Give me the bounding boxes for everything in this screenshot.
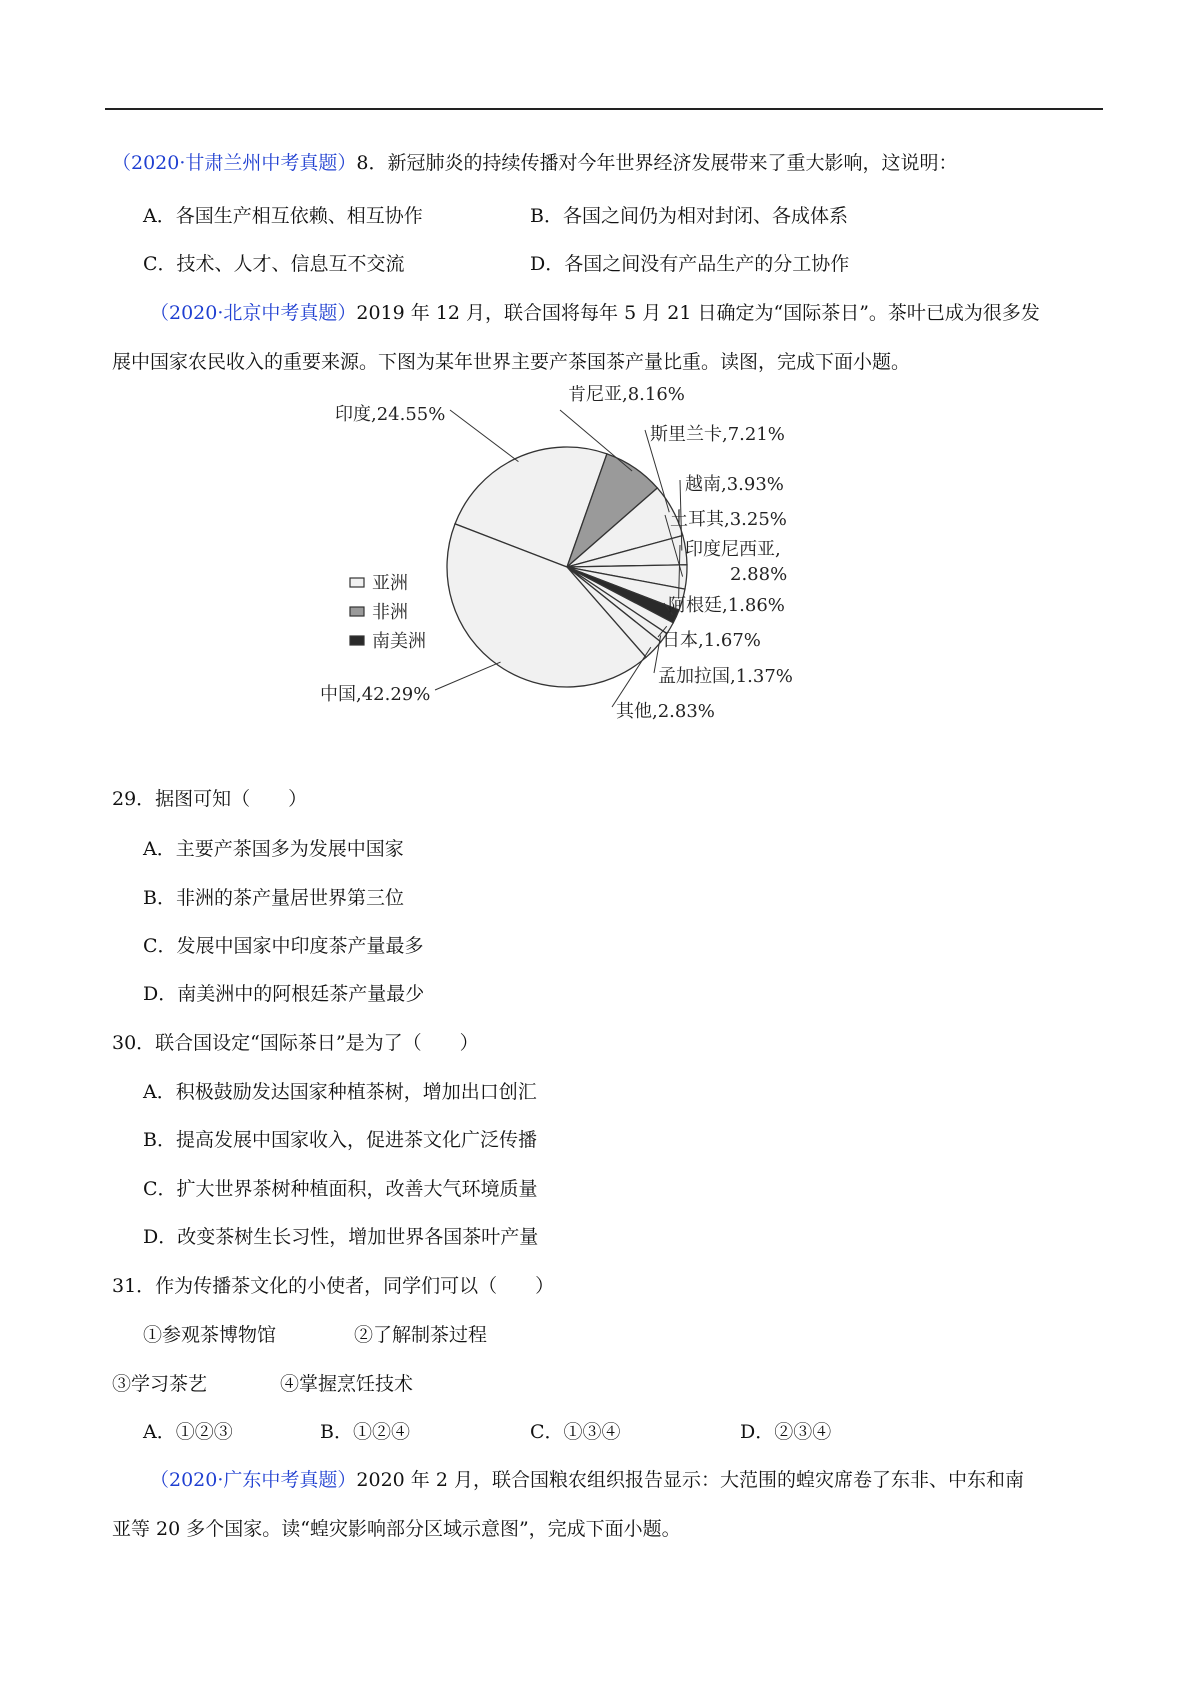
- q31-option-c: C．①③④: [530, 1421, 621, 1443]
- q30-option-a: A．积极鼓励发达国家种植茶树，增加出口创汇: [143, 1081, 537, 1103]
- q31-option-a: A．①②③: [143, 1421, 233, 1443]
- q8-source: （2020·甘肃兰州中考真题）: [112, 152, 357, 174]
- q30-option-b: B．提高发展中国家收入，促进茶文化广泛传播: [143, 1129, 537, 1151]
- q30-stem: 30．联合国设定“国际茶日”是为了（ ）: [112, 1032, 479, 1054]
- q29-option-c: C．发展中国家中印度茶产量最多: [143, 935, 424, 957]
- q8-option-a: A．各国生产相互依赖、相互协作: [143, 205, 423, 227]
- leader-line-china: [435, 662, 501, 690]
- q8-option-d: D．各国之间没有产品生产的分工协作: [530, 253, 850, 275]
- q8-line: [112, 150, 958, 176]
- q30-option-c: C．扩大世界茶树种植面积，改善大气环境质量: [143, 1178, 538, 1200]
- tea-production-pie-chart: [320, 385, 890, 765]
- pie-label-others: 其他,2.83%: [616, 701, 715, 722]
- legend-swatch-africa: [350, 607, 364, 616]
- pie-label-bangladesh: 孟加拉国,1.37%: [658, 666, 793, 687]
- pie-label-indonesia: 印度尼西亚,: [685, 539, 781, 560]
- q31-stem: 31．作为传播茶文化的小使者，同学们可以（ ）: [112, 1275, 555, 1297]
- q31-option-d: D．②③④: [740, 1421, 832, 1443]
- passage3-source: （2020·广东中考真题）: [150, 1469, 357, 1491]
- pie-label-turkey: 土耳其,3.25%: [670, 509, 787, 530]
- q8-option-b: B．各国之间仍为相对封闭、各成体系: [530, 205, 848, 227]
- pie-legend: [350, 573, 426, 652]
- pie-slices: [447, 447, 687, 687]
- passage3-line2: 亚等 20 多个国家。读“蝗灾影响部分区域示意图”，完成下面小题。: [112, 1518, 681, 1540]
- pie-label-sri-lanka: 斯里兰卡,7.21%: [650, 424, 785, 445]
- pie-label-kenya: 肯尼亚,8.16%: [568, 385, 685, 405]
- q29-option-b: B．非洲的茶产量居世界第三位: [143, 887, 404, 909]
- pie-label-japan: 日本,1.67%: [662, 630, 761, 651]
- passage2-text1: 2019 年 12 月，联合国将每年 5 月 21 日确定为“国际茶日”。茶叶已成为很多发: [356, 302, 1040, 324]
- q31-item-1: ①参观茶博物馆: [143, 1324, 277, 1346]
- passage2-line2: 展中国家农民收入的重要来源。下图为某年世界主要产茶国茶产量比重。读图，完成下面小题。: [112, 351, 911, 373]
- pie-label-vietnam: 越南,3.93%: [685, 474, 784, 495]
- q8-option-c: C．技术、人才、信息互不交流: [143, 253, 405, 275]
- pie-label-india: 印度,24.55%: [335, 404, 446, 425]
- q29-option-a: A．主要产茶国多为发展中国家: [143, 838, 404, 860]
- q30-option-d: D．改变茶树生长习性，增加世界各国茶叶产量: [143, 1226, 539, 1248]
- q31-item-4: ④掌握烹饪技术: [280, 1373, 414, 1395]
- header-rule: [105, 108, 1103, 110]
- legend-label-asia: 亚洲: [372, 573, 408, 594]
- passage3-text1: 2020 年 2 月，联合国粮农组织报告显示：大范围的蝗灾席卷了东非、中东和南: [356, 1469, 1024, 1491]
- q29-option-d: D．南美洲中的阿根廷茶产量最少: [143, 983, 425, 1005]
- leader-line-india: [450, 410, 518, 462]
- passage3-line1: [150, 1467, 1024, 1493]
- legend-label-south-america: 南美洲: [372, 631, 426, 652]
- pie-label-china: 中国,42.29%: [320, 684, 431, 705]
- pie-label-indonesia-value: 2.88%: [730, 564, 788, 585]
- q31-option-b: B．①②④: [320, 1421, 410, 1443]
- legend-label-africa: 非洲: [372, 602, 408, 623]
- q8-stem: 8．新冠肺炎的持续传播对今年世界经济发展带来了重大影响，这说明：: [356, 152, 958, 174]
- pie-label-argentina: 阿根廷,1.86%: [668, 595, 785, 616]
- legend-swatch-south-america: [350, 636, 364, 645]
- q29-stem: 29．据图可知（ ）: [112, 788, 308, 810]
- legend-swatch-asia: [350, 578, 364, 587]
- q31-item-3: ③学习茶艺: [112, 1373, 208, 1395]
- passage2-line1: [150, 300, 1040, 326]
- q31-item-2: ②了解制茶过程: [354, 1324, 488, 1346]
- passage2-source: （2020·北京中考真题）: [150, 302, 357, 324]
